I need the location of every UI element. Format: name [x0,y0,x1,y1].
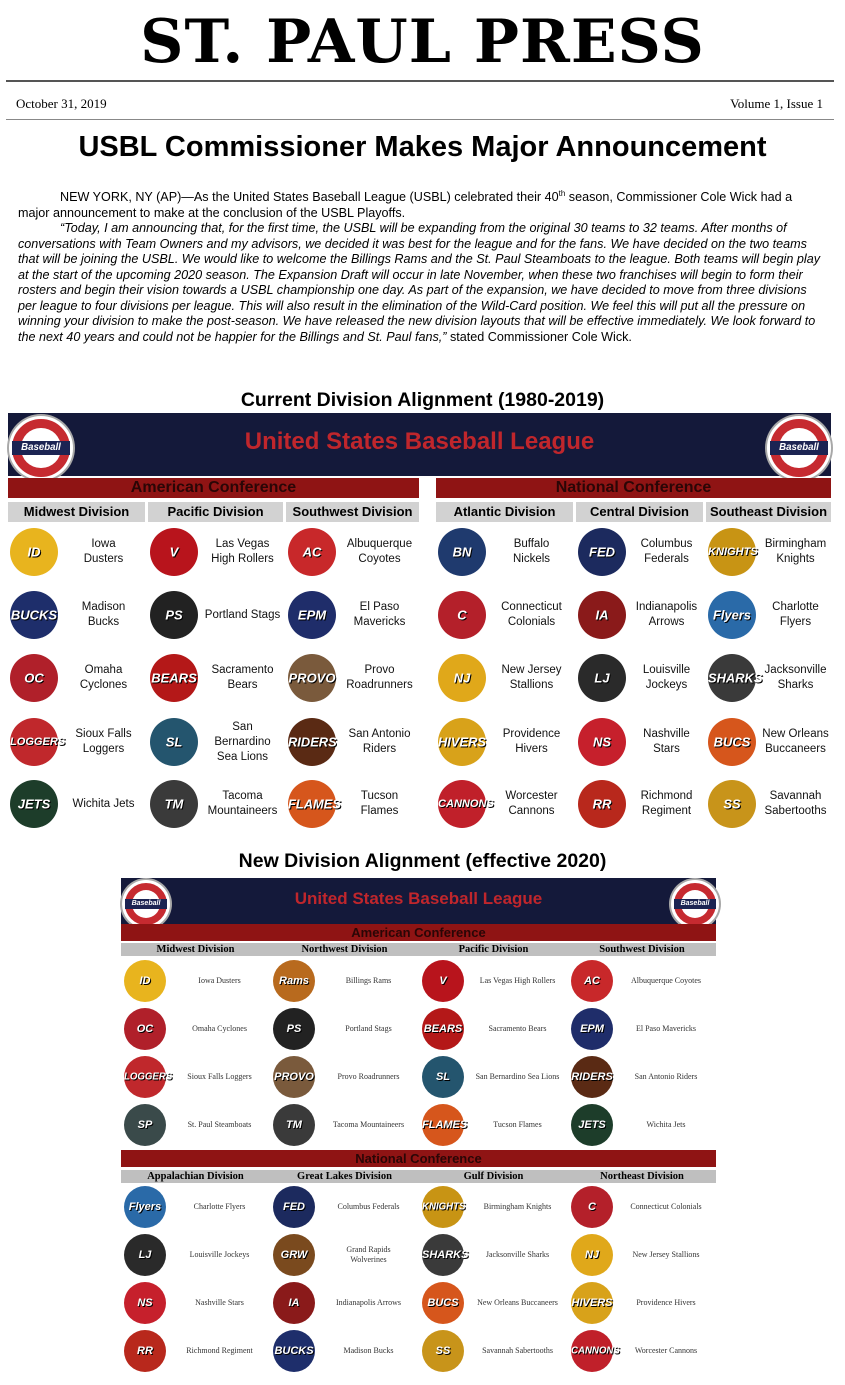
team-logo [422,1008,464,1050]
team-logo [571,1330,620,1372]
crest-wordmark: Baseball [131,899,161,907]
team-logo-wordmark: LOGGERS [124,1071,173,1083]
team-logo-wordmark: Flyers [128,1201,162,1213]
team-name: Billings Rams [345,976,392,985]
team-logo [124,960,166,1002]
league-crest [122,880,170,928]
team-logo [571,1008,613,1050]
team-name: New Jersey Stallions [501,664,562,691]
team-logo [578,718,626,766]
team-logo-wordmark: BEARS [151,670,197,686]
team-logo-wordmark: ID [27,544,41,560]
team-name: Provo Roadrunners [346,664,413,691]
team-name: Indianapolis Arrows [335,1298,402,1307]
team-name: Wichita Jets [72,797,135,810]
team-name: Tacoma Mountaineers [332,1120,405,1129]
team-logo [273,1330,315,1372]
new-alignment-title: New Division Alignment (effective 2020) [238,850,607,872]
team-logo [578,528,626,576]
article-attribution: stated Commissioner Cole Wick. [446,329,632,344]
team-logo-wordmark: Flyers [713,607,751,623]
article-paragraph [18,221,826,345]
team-logo-wordmark: RR [137,1345,153,1357]
league-banner-title: United States Baseball League [244,428,595,455]
team-logo [708,718,756,766]
team-logo [438,654,486,702]
team-logo [422,1234,469,1276]
team-logo-wordmark: V [169,544,179,560]
team-logo-wordmark: RIDERS [288,734,337,750]
team-logo-wordmark: OC [24,670,44,686]
team-logo-wordmark: NJ [453,670,471,686]
team-name: Sacramento Bears [211,664,274,691]
team-logo-wordmark: EPM [580,1023,604,1035]
team-name: Richmond Regiment [640,790,693,817]
team-logo-wordmark: LOGGERS [10,736,66,748]
team-name: Las Vegas High Rollers [211,538,274,565]
team-logo-wordmark: CANNONS [438,798,494,810]
article-text: season, Commissioner Cole Wick had a major announcement to make at the conclusion of the USBL Playoffs. [18,190,793,220]
team-name: Sacramento Bears [488,1024,547,1033]
team-logo-wordmark: BN [452,544,472,560]
team-name: Portland Stags [345,1024,392,1033]
team-logo-wordmark: CANNONS [571,1345,620,1357]
team-logo [10,591,58,639]
american-conference-header: American Conference [121,924,716,941]
team-logo [124,1186,166,1228]
headline: USBL Commissioner Makes Major Announcement [78,131,767,163]
team-logo [571,960,613,1002]
team-name: Portland Stags [204,608,281,621]
team-logo-wordmark: ID [139,975,151,987]
team-logo [571,1282,613,1324]
team-logo-wordmark: PROVO [288,670,336,686]
team-name: Sioux Falls Loggers [187,1072,252,1081]
team-name: Columbus Federals [640,538,693,565]
team-logo [150,654,198,702]
team-logo-wordmark: RIDERS [571,1071,613,1083]
team-logo [438,718,486,766]
team-logo [124,1008,166,1050]
division-header: Midwest Division [8,502,145,522]
division-header: Northeast Division [568,1170,716,1183]
team-logo [150,718,198,766]
team-logo [571,1234,613,1276]
team-name: New Orleans Buccaneers [477,1298,558,1307]
team-name: El Paso Mavericks [636,1024,696,1033]
article-body [18,186,826,345]
team-name: Omaha Cyclones [79,664,128,691]
team-name: Providence Hivers [502,728,561,755]
team-logo [708,528,756,576]
team-logo [150,780,198,828]
team-logo [273,1104,315,1146]
article-paragraph [18,186,826,221]
team-logo [288,654,336,702]
national-conference-header: National Conference [436,478,831,498]
article-superscript: th [558,189,566,198]
division-header: Central Division [576,502,703,522]
team-logo [124,1330,166,1372]
team-logo-wordmark: TM [286,1119,302,1131]
team-name: Richmond Regiment [186,1346,253,1355]
team-logo [150,591,198,639]
team-logo [422,960,464,1002]
team-logo-wordmark: AC [584,975,600,987]
team-name: Nashville Stars [643,728,690,755]
team-name: Madison Bucks [343,1346,394,1355]
team-logo [273,1234,315,1276]
division-header: Great Lakes Division [270,1170,419,1183]
team-logo [124,1104,166,1146]
team-logo-wordmark: GRW [280,1249,308,1261]
team-logo [10,654,58,702]
team-logo-wordmark: EPM [297,607,327,623]
team-logo-wordmark: KNIGHTS [708,546,758,558]
team-logo [578,591,626,639]
team-logo [288,780,341,828]
team-name: Albuquerque Coyotes [631,976,701,985]
team-name: San Antonio Riders [348,728,411,755]
team-logo [571,1104,613,1146]
team-logo [273,960,315,1002]
team-logo-wordmark: SL [165,734,183,750]
team-logo [124,1282,166,1324]
team-name: St. Paul Steamboats [187,1120,252,1129]
team-logo [422,1282,464,1324]
team-logo [273,1282,315,1324]
team-name: Louisville Jockeys [642,664,691,691]
team-logo [124,1056,173,1098]
team-logo-wordmark: SS [723,796,741,812]
team-name: Tacoma Mountaineers [207,790,278,817]
team-name: Connecticut Colonials [501,601,562,628]
team-logo [150,528,198,576]
team-name: Grand Rapids Wolverines [346,1245,391,1264]
team-logo [578,780,626,828]
league-banner [8,413,831,476]
team-name: Birmingham Knights [483,1202,552,1211]
team-logo-wordmark: BUCS [713,734,751,750]
team-logo-wordmark: NJ [584,1249,600,1261]
team-logo-wordmark: BUCS [427,1297,459,1309]
team-name: San Bernardino Sea Lions [475,1072,560,1081]
division-header: Atlantic Division [436,502,573,522]
team-logo [571,1186,613,1228]
crest-wordmark: Baseball [21,442,61,454]
division-header: Gulf Division [419,1170,568,1183]
team-logo [571,1056,613,1098]
team-name: New Jersey Stallions [632,1250,700,1259]
team-logo [422,1056,464,1098]
team-name: Providence Hivers [636,1298,696,1307]
team-name: Indianapolis Arrows [635,601,698,628]
team-name: San Bernardino Sea Lions [214,720,271,763]
team-logo-wordmark: IA [288,1297,300,1309]
team-logo-wordmark: KNIGHTS [422,1201,466,1213]
team-logo [10,528,58,576]
league-banner [121,878,716,924]
team-name: Worcester Cannons [634,1346,698,1355]
team-logo-wordmark: HIVERS [571,1297,613,1309]
team-logo-wordmark: BUCKS [274,1345,314,1357]
team-name: Provo Roadrunners [337,1072,400,1081]
team-logo-wordmark: Rams [279,975,309,987]
team-logo-wordmark: SHARKS [422,1249,469,1261]
division-header: Southwest Division [286,502,419,522]
team-name: El Paso Mavericks [353,601,406,628]
current-alignment-title: Current Division Alignment (1980-2019) [240,389,605,411]
team-logo-wordmark: FLAMES [288,796,341,812]
team-name: Nashville Stars [195,1298,244,1307]
team-logo-wordmark: LJ [594,670,610,686]
team-logo-wordmark: SS [435,1345,451,1357]
dateline-rule [6,119,834,120]
team-logo-wordmark: AC [302,544,322,560]
team-logo-wordmark: FLAMES [422,1119,468,1131]
team-logo [273,1186,315,1228]
team-name: Omaha Cyclones [192,1024,247,1033]
team-logo-wordmark: SL [435,1071,451,1083]
team-logo-wordmark: LJ [138,1249,152,1261]
team-name: San Antonio Riders [634,1072,698,1081]
team-name: Connecticut Colonials [630,1202,702,1211]
division-header: Pacific Division [148,502,283,522]
team-logo [708,654,763,702]
team-name: Iowa Dusters [198,976,241,985]
team-name: Louisville Jockeys [189,1250,250,1259]
team-logo-wordmark: FED [589,544,615,560]
division-header: Midwest Division [121,943,270,956]
team-name: Albuquerque Coyotes [346,538,413,565]
team-logo [708,780,756,828]
division-header: Northwest Division [270,943,419,956]
team-logo [124,1234,166,1276]
issue-date: October 31, 2019 [16,96,107,111]
team-name: Birmingham Knights [764,538,827,565]
team-logo-wordmark: PS [286,1023,302,1035]
team-logo-wordmark: PROVO [274,1071,314,1083]
team-logo [273,1008,315,1050]
team-name: Buffalo Nickels [512,538,551,565]
division-header: Southwest Division [568,943,716,956]
team-logo-wordmark: FED [283,1201,305,1213]
team-logo-wordmark: SP [137,1119,153,1131]
team-name: Sioux Falls Loggers [75,728,132,755]
team-name: Savannah Sabertooths [482,1346,553,1355]
team-logo-wordmark: C [457,607,467,623]
division-header: Appalachian Division [121,1170,270,1183]
crest-wordmark: Baseball [779,442,819,454]
team-logo [288,528,336,576]
team-logo-wordmark: SHARKS [708,670,763,686]
team-logo-wordmark: PS [165,607,183,623]
team-name: Iowa Dusters [83,538,124,565]
team-logo-wordmark: TM [164,796,184,812]
team-name: New Orleans Buccaneers [762,728,829,755]
team-logo-wordmark: C [588,1201,596,1213]
team-name: Jacksonville Sharks [485,1250,550,1259]
article-text: NEW YORK, NY (AP)—As the United States Baseball League (USBL) celebrated their 40 [60,190,559,205]
team-logo-wordmark: NS [137,1297,153,1309]
team-logo [578,654,626,702]
commissioner-quote: “Today, I am announcing that, for the first time, the USBL will be expanding from the original 30 teams to 32 teams. After months of conversations with Team Owners and my advisors, we decided it was best for the league and for the fans. We have decided on the two teams that will be joining the USBL. We would like to welcome the Billings Rams and the St. Paul Steamboats to the league. Both teams will begin play at the start of the upcoming 2020 season. The Expansion Draft will occur in late November, when these two franchises will begin to form their rosters and begin their vision towards a USBL championship one day. As part of the expansion, we have decided to move from three divisions per league to four divisions per league. This will also result in the elimination of the Wild-Card position. We feel this will put all the pressure on winning your division to make the post-season. We have released the new division layouts that will be effective immediately. We look forward to the next 40 years and could not be happier for the Billings and St. Paul fans,” [18,221,821,344]
team-logo-wordmark: HIVERS [438,734,486,750]
team-logo-wordmark: RR [592,796,612,812]
team-name: Tucson Flames [360,790,399,817]
league-crest [671,880,719,928]
team-logo-wordmark: JETS [578,1119,606,1131]
team-logo [10,780,58,828]
team-logo [438,780,494,828]
league-banner-title: United States Baseball League [294,889,543,908]
team-logo [273,1056,315,1098]
team-logo-wordmark: V [439,975,447,987]
league-crest [767,416,831,480]
team-logo [422,1186,464,1228]
team-logo-wordmark: NS [592,734,612,750]
team-logo [422,1330,464,1372]
team-name: Charlotte Flyers [193,1202,246,1211]
division-header: Pacific Division [419,943,568,956]
team-name: Charlotte Flyers [772,601,819,628]
national-conference-header: National Conference [121,1150,716,1167]
team-name: Wichita Jets [646,1120,686,1129]
team-name: Worcester Cannons [505,790,558,817]
team-logo [438,591,486,639]
masthead-rule [6,80,834,82]
team-name: Columbus Federals [337,1202,400,1211]
masthead: ST. PAUL PRESS [140,7,705,77]
team-name: Madison Bucks [81,601,126,628]
team-name: Tucson Flames [493,1120,542,1129]
american-conference-header: American Conference [8,478,419,498]
team-logo [422,1104,468,1146]
team-logo [288,718,336,766]
team-logo-wordmark: JETS [17,796,51,812]
team-name: Savannah Sabertooths [764,790,827,817]
team-logo [10,718,66,766]
team-name: Las Vegas High Rollers [479,976,556,985]
issue-volume: Volume 1, Issue 1 [730,96,823,111]
team-logo [708,591,756,639]
team-logo [288,591,336,639]
division-header: Southeast Division [706,502,831,522]
league-crest [9,416,73,480]
team-logo-wordmark: IA [595,607,609,623]
crest-wordmark: Baseball [680,899,710,907]
team-logo-wordmark: OC [136,1023,154,1035]
team-logo-wordmark: BEARS [423,1023,463,1035]
team-logo [438,528,486,576]
team-name: Jacksonville Sharks [764,664,827,691]
team-logo-wordmark: BUCKS [10,607,58,623]
